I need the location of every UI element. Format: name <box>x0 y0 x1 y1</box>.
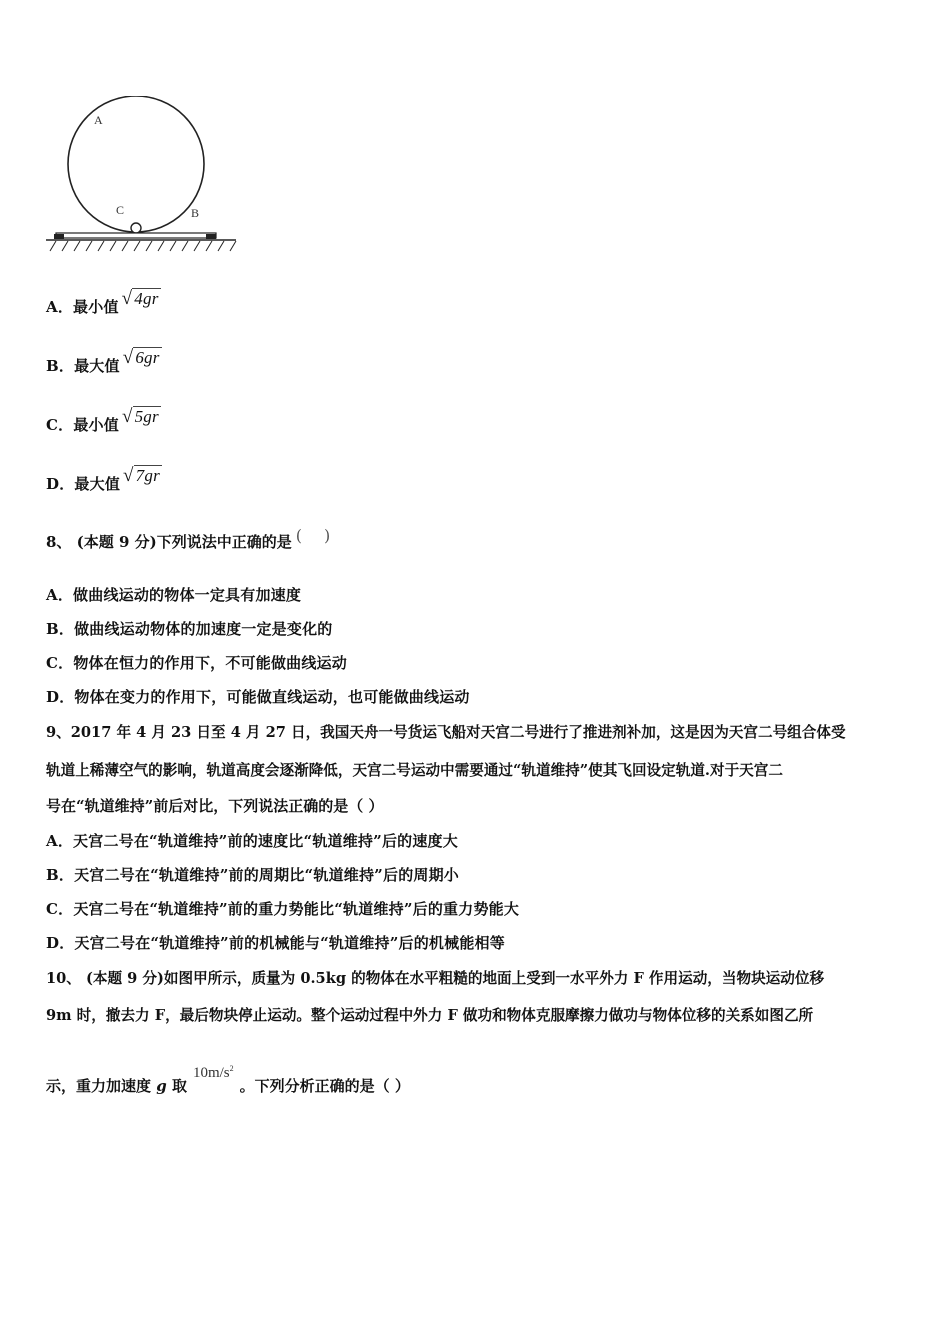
q10-line-3: 示，重力加速度 g 取$10m/s^2$。下列分析正确的是（ ） <box>46 1064 410 1095</box>
sqrt-expression: √ 6gr <box>122 347 160 368</box>
label-a: A <box>94 113 103 127</box>
left-stop <box>54 234 64 239</box>
right-stop <box>206 234 216 239</box>
q9-option-c: C．天宫二号在“轨道维持”前的重力势能比“轨道维持”后的重力势能大 <box>46 900 520 918</box>
q10-line-2: 9m 时，撤去力 F，最后物块停止运动。整个运动过程中外力 F 做功和物体克服摩擦力做功与物体位移的关系如图乙所 <box>46 1007 814 1024</box>
q8-option-d: D．物体在变力的作用下，可能做直线运动，也可能做曲线运动 <box>46 688 470 706</box>
ball <box>131 223 141 233</box>
circle-track <box>68 96 204 232</box>
sqrt-expression: √ 7gr <box>123 465 160 486</box>
label-c: C <box>116 203 125 217</box>
q9-stem-line-1: 9、2017 年 4 月 23 日至 4 月 27 日，我国天舟一号货运飞船对天宫二号进行了推进剂补加，这是因为天宫二号组合体受 <box>46 724 846 741</box>
q7-option-d: D．最大值 √ 7gr <box>46 465 160 493</box>
q9-option-d: D．天宫二号在“轨道维持”前的机械能与“轨道维持”后的机械能相等 <box>46 934 505 952</box>
label-b: B <box>191 206 200 220</box>
ground-hatching <box>50 241 236 251</box>
q7-option-b: B．最大值 √ 6gr <box>46 347 160 375</box>
circle-track-figure <box>44 96 240 256</box>
q7-option-a: A．最小值 √ 4gr <box>46 288 159 316</box>
q10-line-1: 10、 (本题 9 分)如图甲所示，质量为 0.5kg 的物体在水平粗糙的地面上受到一水平外力 F 作用运动，当物块运动位移 <box>46 970 825 987</box>
q8-stem: 8、 (本题 9 分)下列说法中正确的是 () <box>46 526 353 551</box>
acceleration-unit: $10m/s^2$ <box>192 1064 234 1081</box>
q9-stem-line-3: 号在“轨道维持”前后对比，下列说法正确的是（ ） <box>46 797 384 815</box>
base-plate <box>56 233 216 238</box>
q9-option-a: A．天宫二号在“轨道维持”前的速度比“轨道维持”后的速度大 <box>46 832 458 850</box>
q7-option-c: C．最小值 √ 5gr <box>46 406 159 434</box>
sqrt-expression: √ 4gr <box>121 288 159 309</box>
q9-stem-line-2: 轨道上稀薄空气的影响，轨道高度会逐渐降低，天宫二号运动中需要通过“轨道维持”使其飞回设定轨道.对于天宫二 <box>46 762 783 779</box>
q8-option-b: B．做曲线运动物体的加速度一定是变化的 <box>46 620 333 638</box>
q8-option-a: A．做曲线运动的物体一定具有加速度 <box>46 586 302 604</box>
sqrt-expression: √ 5gr <box>121 406 159 427</box>
q8-option-c: C．物体在恒力的作用下，不可能做曲线运动 <box>46 654 347 672</box>
q9-option-b: B．天宫二号在“轨道维持”前的周期比“轨道维持”后的周期小 <box>46 866 459 884</box>
